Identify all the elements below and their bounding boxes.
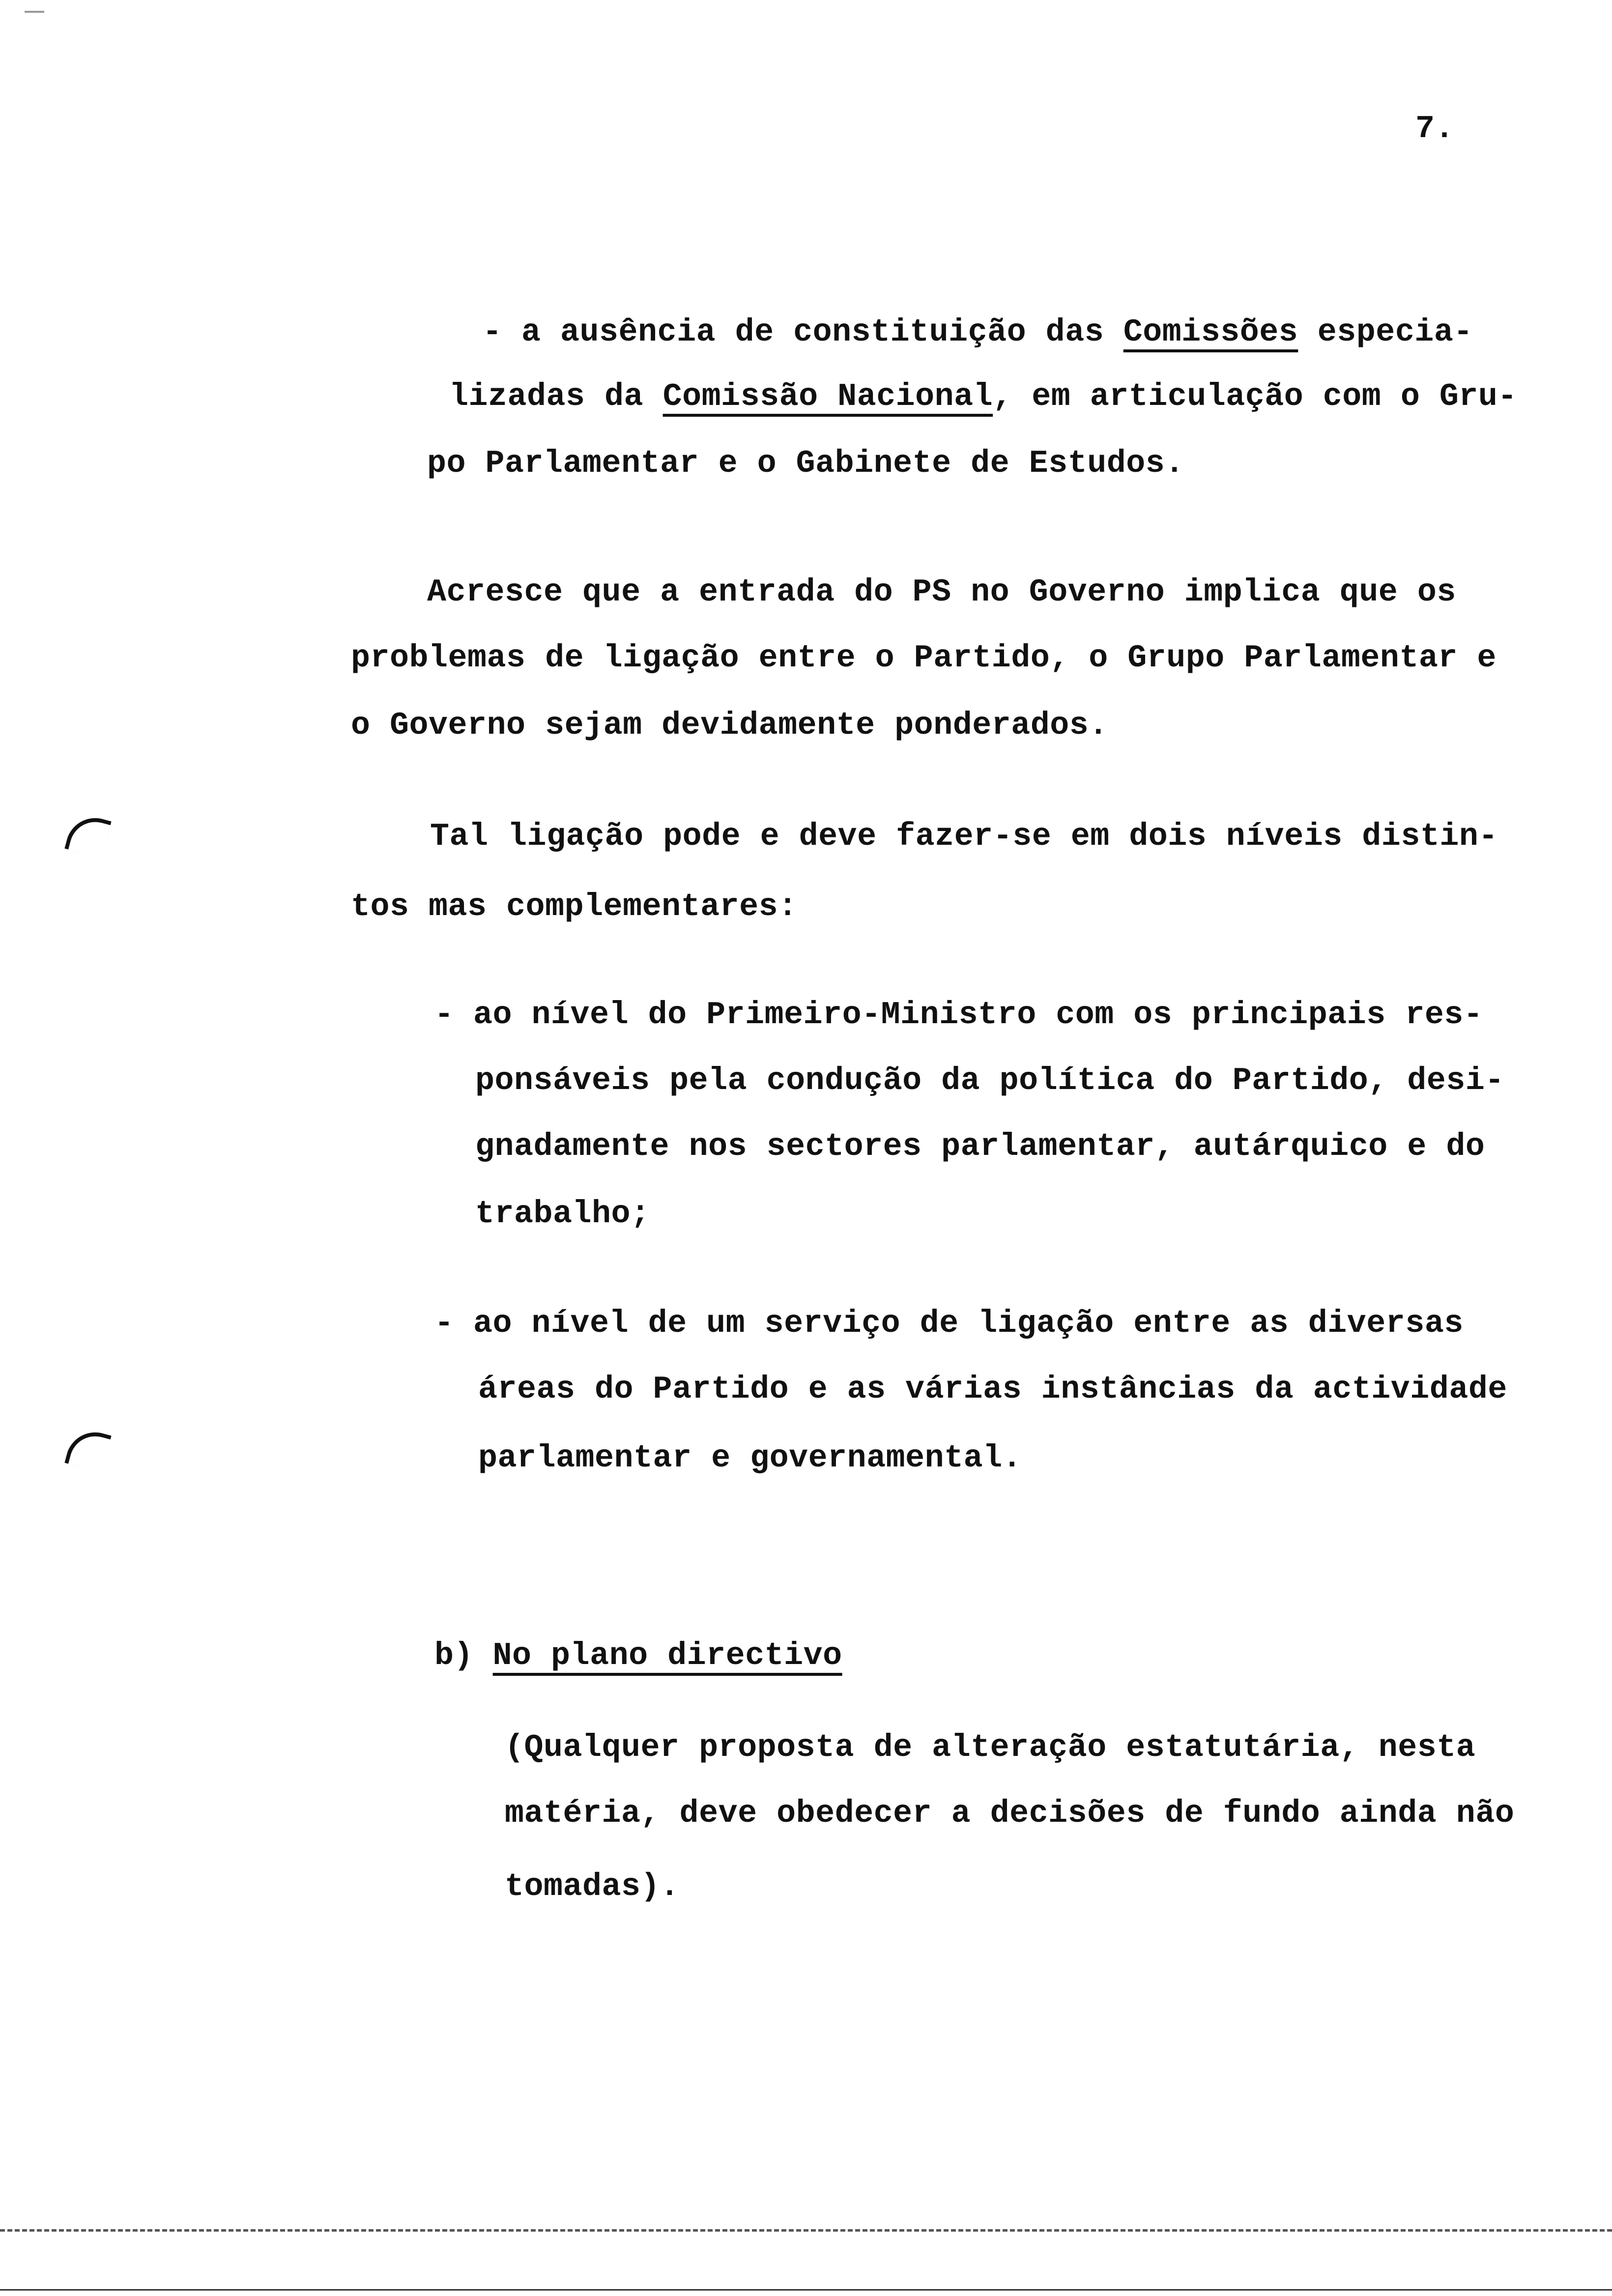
bullet-line: trabalho; (475, 1196, 650, 1232)
paragraph-line: Tal ligação pode e deve fazer-se em dois níveis distin- (430, 818, 1498, 855)
punch-hole-mark (64, 811, 112, 859)
bullet-line (449, 377, 1517, 416)
paragraph-line: tos mas complementares: (351, 889, 798, 925)
paragraph-line: Acresce que a entrada do PS no Governo implica que os (427, 574, 1456, 610)
bullet-line (483, 313, 1473, 352)
text: lizadas da (449, 378, 663, 415)
paragraph-line: o Governo sejam devidamente ponderados. (351, 707, 1108, 744)
bullet-line: po Parlamentar e o Gabinete de Estudos. (427, 445, 1184, 482)
note-line: tomadas). (505, 1868, 680, 1905)
bullet-line: ponsáveis pela condução da política do Partido, desi- (475, 1062, 1504, 1099)
punch-hole-mark (64, 1426, 112, 1473)
bullet-line: parlamentar e governamental. (478, 1440, 1022, 1476)
scan-mark-top (25, 11, 44, 13)
bullet-line: - ao nível do Primeiro-Ministro com os principais res- (434, 997, 1483, 1033)
page-bottom-edge (0, 2289, 1612, 2291)
section-title: No plano directivo (492, 1637, 842, 1674)
section-heading (434, 1636, 842, 1675)
page-number: 7. (1415, 111, 1455, 147)
bullet-line: gnadamente nos sectores parlamentar, autárquico e do (475, 1128, 1485, 1165)
bullet-line: áreas do Partido e as várias instâncias da actividade (478, 1371, 1507, 1407)
underlined-text: Comissão Nacional (662, 378, 993, 415)
bullet-line: - ao nível de um serviço de ligação entre as diversas (434, 1305, 1464, 1342)
underlined-text: Comissões (1123, 314, 1298, 350)
text: , em articulação com o Gru- (993, 378, 1517, 415)
paragraph-line: problemas de ligação entre o Partido, o Grupo Parlamentar e (351, 640, 1497, 676)
text: - a ausência de constituição das (483, 314, 1123, 350)
note-line: matéria, deve obedecer a decisões de fundo ainda não (505, 1795, 1515, 1832)
note-line: (Qualquer proposta de alteração estatutária, nesta (505, 1729, 1476, 1766)
scan-edge-line (0, 2229, 1612, 2232)
text: especia- (1298, 314, 1473, 350)
section-marker: b) (434, 1637, 474, 1674)
